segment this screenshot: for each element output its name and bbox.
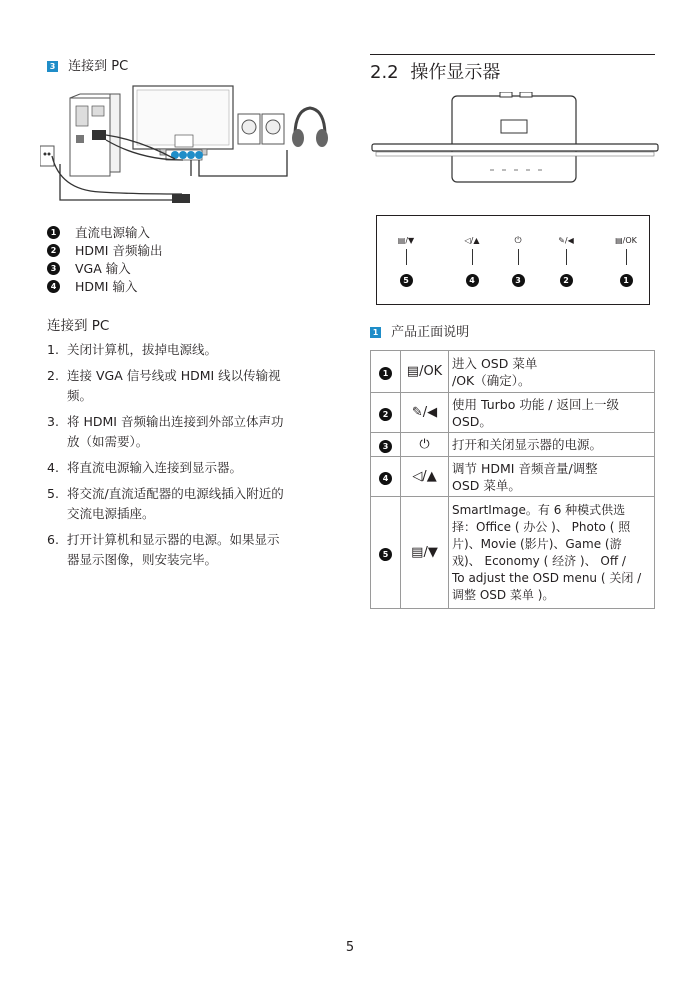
step-line: 放（如需要）。 [67,434,149,449]
step-number: 3. [47,414,59,429]
panel-button-icon: ▤/OK [615,236,637,245]
step-item [47,340,337,360]
panel-button [391,236,421,287]
table-row [371,457,655,497]
table-row [371,351,655,393]
button-panel [376,215,650,305]
panel-button-icon: ▤/▼ [397,236,415,245]
row-number: 1 [379,367,392,380]
row-desc-line: 调节 HDMI 音频音量/调整 [452,460,598,476]
step-line: 打开计算机和显示器的电源。如果显示 [67,532,280,547]
row-icon: ▤/▼ [401,497,449,609]
headphones-illustration [292,108,328,147]
step-number: 2. [47,368,59,383]
legend-item [47,224,247,241]
step-number: 5. [47,486,59,501]
legend-text: VGA 输入 [75,261,131,276]
row-desc-line: OSD。 [452,413,492,429]
legend-number: 3 [47,262,60,275]
step-number: 1. [47,342,59,357]
panel-button-number: 1 [620,274,633,287]
section-heading [370,58,500,84]
row-desc-line: 调整 OSD 菜单 )。 [452,587,555,602]
panel-button-number: 2 [560,274,573,287]
connect-title: 连接到 PC [47,318,110,334]
speakers-illustration [238,114,284,144]
panel-button-number: 4 [466,274,479,287]
section-3-badge: 3 [47,61,58,72]
row-desc-line: 进入 OSD 菜单 [452,355,538,371]
panel-button-icon: ◁/▲ [464,236,480,245]
legend-text: HDMI 音频输出 [75,243,163,258]
section-number: 2.2 [370,62,399,83]
panel-button [457,236,487,287]
subsection-heading [370,321,469,340]
table-row [371,497,655,609]
subsection-badge: 1 [370,327,381,338]
step-line: 将直流电源输入连接到显示器。 [67,460,243,475]
heading-rule [370,54,655,55]
step-number: 4. [47,460,59,475]
panel-button-number: 3 [512,274,525,287]
row-desc-line: 择：Office ( 办公 )、 Photo ( 照 [452,519,631,534]
row-number: 3 [379,440,392,453]
table-row [371,393,655,433]
wall-outlet-illustration [40,146,54,166]
section-3-heading [47,55,128,74]
steps-list [47,340,337,576]
step-line: 将交流/直流适配器的电源线插入附近的 [67,486,284,501]
subsection-title: 产品正面说明 [391,325,470,340]
monitor-front-illustration [370,92,660,192]
step-number: 6. [47,532,59,547]
legend-number: 4 [47,280,60,293]
section-heading-text: 操作显示器 [410,62,501,83]
connection-diagram [40,80,340,215]
row-desc-line: To adjust the OSD menu ( 关闭 / [452,570,642,585]
legend-item [47,260,247,277]
monitor-illustration [133,86,233,160]
row-desc-line: 片)、Movie (影片)、Game (游 [452,536,622,551]
row-icon: ⏻ [401,433,449,457]
row-icon: ✎/◀ [401,393,449,433]
legend-number: 2 [47,244,60,257]
section-3-title: 连接到 PC [68,59,129,74]
row-desc-line: 使用 Turbo 功能 / 返回上一级 [452,396,619,412]
row-icon: ◁/▲ [401,457,449,497]
step-line: 频。 [67,388,93,403]
row-number: 5 [379,548,392,561]
panel-button [609,236,643,287]
pc-tower-illustration [70,94,120,176]
legend-item [47,242,247,259]
step-item [47,412,337,452]
panel-button-icon: ⏻ [514,236,522,246]
step-line: 将 HDMI 音频输出连接到外部立体声功 [67,414,284,429]
row-number: 2 [379,408,392,421]
row-desc-line: SmartImage。有 6 种模式供选 [452,502,626,517]
step-item [47,458,337,478]
button-description-table [370,350,655,609]
legend-number: 1 [47,226,60,239]
step-item [47,484,337,524]
row-number: 4 [379,472,392,485]
step-item [47,530,337,570]
step-line: 连接 VGA 信号线或 HDMI 线以传输视 [67,368,281,383]
row-icon: ▤/OK [401,351,449,393]
panel-button-icon: ✎/◀ [558,236,574,245]
power-adapter-illustration [172,194,190,203]
table-row [371,433,655,457]
step-line: 器显示图像，则安装完毕。 [67,552,218,567]
legend-text: HDMI 输入 [75,279,138,294]
panel-button [503,236,533,287]
page-number: 5 [345,940,355,955]
row-desc-line: 打开和关闭显示器的电源。 [452,437,603,452]
row-desc-line: /OK（确定）。 [452,372,531,388]
step-line: 交流电源插座。 [67,506,155,521]
step-item [47,366,337,406]
step-line: 关闭计算机，拔掉电源线。 [67,342,218,357]
row-desc-line: 戏)、 Economy ( 经济 )、 Off / [452,553,626,568]
legend-item [47,278,247,295]
legend-text: 直流电源输入 [75,225,151,240]
panel-button [551,236,581,287]
row-desc-line: OSD 菜单。 [452,477,521,493]
panel-button-number: 5 [400,274,413,287]
